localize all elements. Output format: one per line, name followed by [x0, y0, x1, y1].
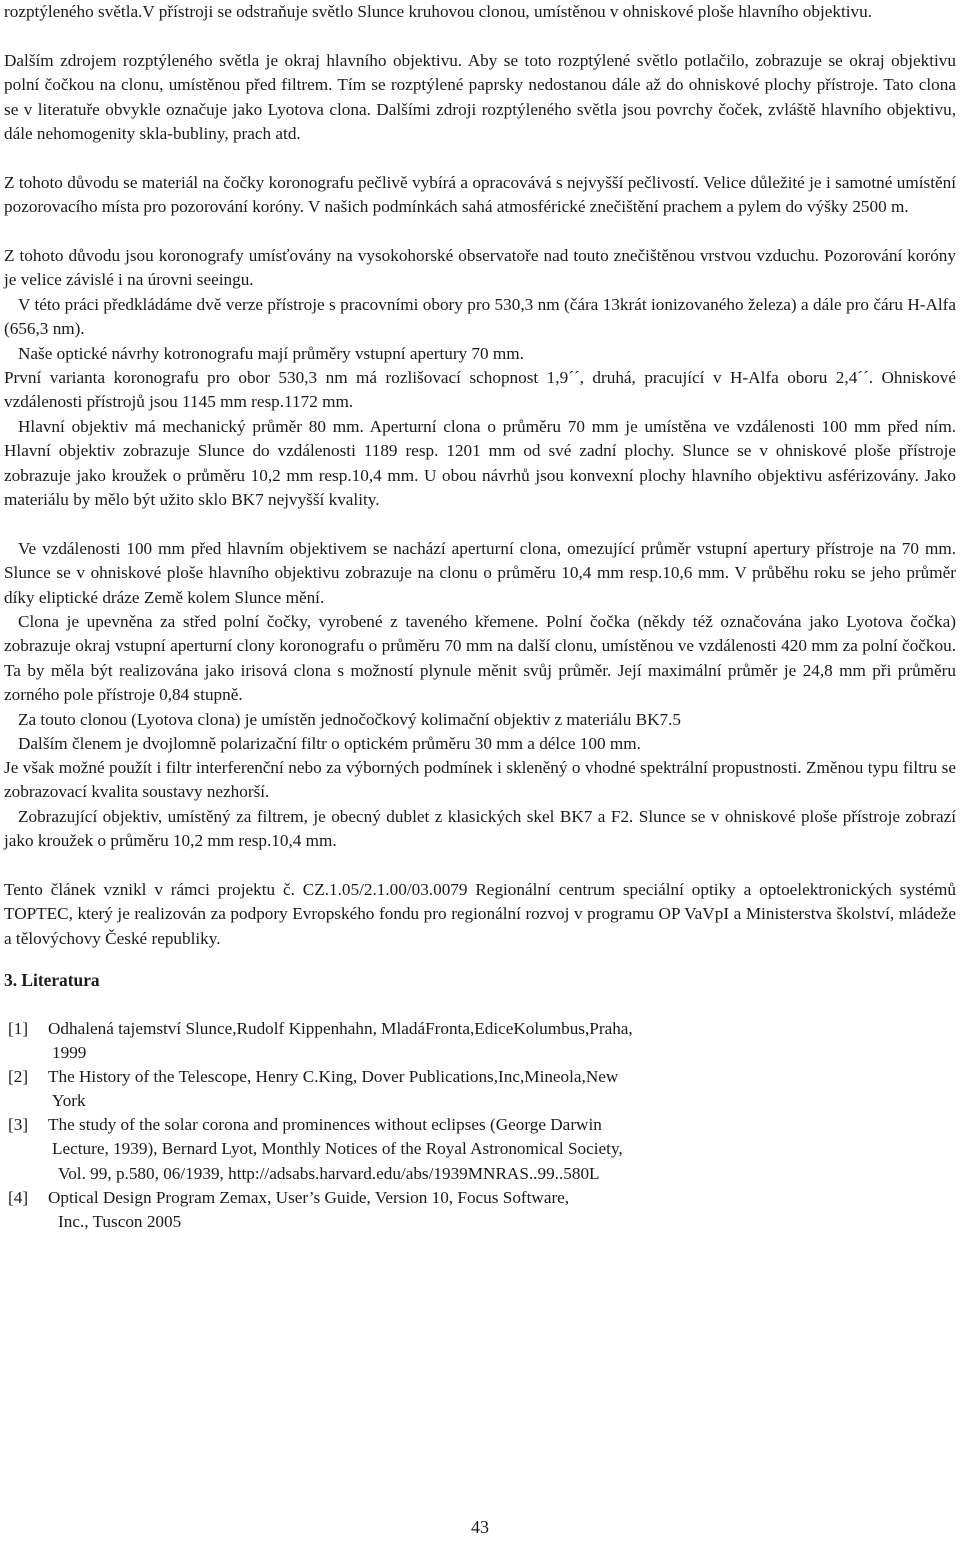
reference-number: [3] [8, 1115, 29, 1134]
reference-text: York [52, 1091, 86, 1111]
paragraph: Ve vzdálenosti 100 mm před hlavním objektivem se nachází aperturní clona, omezující průměr vstupní apertury přístroje na 70 mm. Slunce se v ohniskové ploše hlavního objektivu zobrazuje na clonu o průměru 10,4 mm resp.10,6 mm. V průběhu roku se jeho průměr díky eliptické dráze Země kolem Slunce mění. [4, 539, 956, 607]
reference-text: Lecture, 1939), Bernard Lyot, Monthly Notices of the Royal Astronomical Society, [52, 1139, 623, 1159]
reference-number: [2] [8, 1067, 29, 1086]
reference-text: Odhalená tajemství Slunce,Rudolf Kippenhahn, MladáFronta,EdiceKolumbus,Praha, [48, 1019, 633, 1038]
reference-item [8, 1065, 788, 1114]
paragraph: Zobrazující objektiv, umístěný za filtrem, je obecný dublet z klasických skel BK7 a F2. Slunce se v ohniskové ploše přístroje zobrazí jako kroužek o průměru 10,2 mm resp.10,4 mm. [4, 807, 956, 851]
reference-text: The study of the solar corona and prominences without eclipses (George Darwin [48, 1115, 602, 1134]
paragraph: Hlavní objektiv má mechanický průměr 80 mm. Aperturní clona o průměru 70 mm je umístěna ve vzdálenosti 100 mm před ním. Hlavní objektiv zobrazuje Slunce do vzdálenosti 1189 resp. 1201 mm od své zadní plochy. Slunce se v ohniskové ploše přístroje zobrazuje jako kroužek o průměru 10,2 mm resp.10,4 mm. U obou návrhů jsou konvexní plochy hlavního objektivu asférizovány. Jako materiálu by mělo být užito sklo BK7 nejvyšší kvality. [4, 417, 956, 510]
reference-number: [1] [8, 1019, 29, 1038]
paragraph: Z tohoto důvodu se materiál na čočky koronografu pečlivě vybírá a opracovává s nejvyšší pečlivostí. Velice důležité je i samotné umístění pozorovacího místa pro pozorování koróny. V našich podmínkách sahá atmosférické znečištění prachem a pylem do výšky 2500 m. [4, 173, 956, 217]
reference-text: Inc., Tuscon 2005 [58, 1212, 182, 1232]
paragraph: Z tohoto důvodu jsou koronografy umísťovány na vysokohorské observatoře nad touto znečištěnou vrstvou vzduchu. Pozorování koróny je velice závislé i na úrovni seeingu. [4, 246, 956, 290]
acknowledgement-paragraph: Tento článek vznikl v rámci projektu č. CZ.1.05/2.1.00/03.0079 Regionální centrum speciální optiky a optoelektronických systémů TOPTEC, který je realizován za podpory Evropského fondu pro regionální rozvoj v programu OP VaVpI a Ministerstva školství, mládeže a tělovýchovy České republiky. [4, 880, 956, 948]
paragraph: Clona je upevněna za střed polní čočky, vyrobené z taveného křemene. Polní čočka (někdy též označována jako Lyotova čočka) zobrazuje okraj vstupní aperturní clony koronografu o průměru 70 mm na další clonu, umístěnou ve vzdálenosti 420 mm za polní čočkou. Ta by měla být realizována jako irisová clona s možností plynule měnit svůj průměr. Její maximální průměr je 24,8 mm při průměru zorného pole přístroje 0,84 stupně. [4, 612, 956, 705]
paragraph: Dalším zdrojem rozptýleného světla je okraj hlavního objektivu. Aby se toto rozptýlené světlo potlačilo, zobrazuje se okraj objektivu polní čočkou na clonu, umístěnou před filtrem. Tím se rozptýlené paprsky nedostanou dále až do ohniskové plochy přístroje. Tato clona se v literatuře obvykle označuje jako Lyotova clona. Dalšími zdroji rozptýleného světla jsou povrchy čoček, zvláště hlavního objektivu, dále nehomogenity skla-bubliny, prach atd. [4, 51, 956, 144]
page-number: 43 [471, 1517, 489, 1537]
paragraph: rozptýleného světla.V přístroji se odstraňuje světlo Slunce kruhovou clonou, umístěnou v ohniskové ploše hlavního objektivu. [4, 2, 873, 21]
paragraph: Je však možné použít i filtr interferenční nebo za výborných podmínek i skleněný o vhodné spektrální propustnosti. Změnou typu filtru se zobrazovací kvalita soustavy nezhorší. [4, 758, 956, 802]
reference-text: The History of the Telescope, Henry C.King, Dover Publications,Inc,Mineola,New [48, 1067, 619, 1086]
reference-item [8, 1017, 788, 1066]
section-heading: 3. Literatura [4, 970, 100, 990]
reference-item [8, 1186, 788, 1235]
reference-item [8, 1113, 788, 1186]
paragraph: První varianta koronografu pro obor 530,3 nm má rozlišovací schopnost 1,9´´, druhá, pracující v H-Alfa oboru 2,4´´. Ohniskové vzdálenosti přístrojů jsou 1145 mm resp.1172 mm. [4, 368, 956, 412]
reference-text: Vol. 99, p.580, 06/1939, http://adsabs.harvard.edu/abs/1939MNRAS..99..580L [58, 1163, 600, 1183]
reference-text: Optical Design Program Zemax, User’s Guide, Version 10, Focus Software, [48, 1188, 570, 1207]
paragraph: Naše optické návrhy kotronografu mají průměry vstupní apertury 70 mm. [18, 344, 524, 363]
paragraph: Za touto clonou (Lyotova clona) je umístěn jednočočkový kolimační objektiv z materiálu BK7.5 [18, 710, 681, 729]
reference-number: [4] [8, 1188, 29, 1207]
paragraph: Dalším členem je dvojlomně polarizační filtr o optickém průměru 30 mm a délce 100 mm. [18, 734, 641, 753]
reference-text: 1999 [52, 1043, 87, 1063]
paragraph: V této práci předkládáme dvě verze přístroje s pracovními obory pro 530,3 nm (čára 13krát ionizovaného železa) a dále pro čáru H-Alfa (656,3 nm). [4, 295, 956, 339]
